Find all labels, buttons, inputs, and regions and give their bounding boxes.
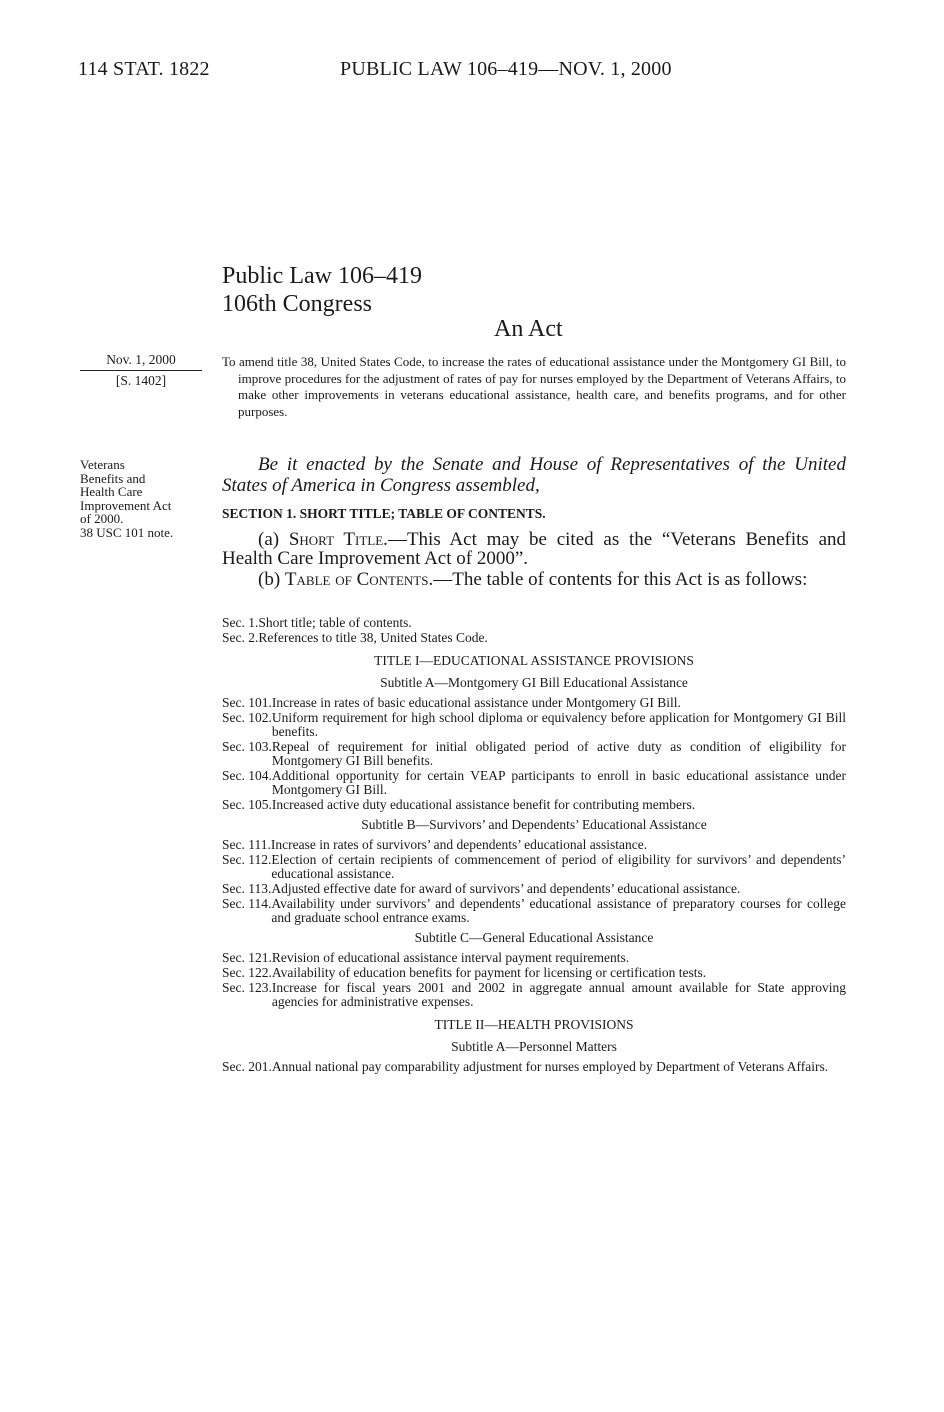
- margin-note-line: Health Care: [80, 484, 143, 499]
- toc-sec-title: Short title; table of contents.: [258, 615, 412, 630]
- toc-sec-title: Availability under survivors’ and dependents’ educational assistance of preparatory courses for college and graduate school entrance exams.: [271, 896, 846, 925]
- toc-sec-title: Increase in rates of basic educational assistance under Montgomery GI Bill.: [271, 695, 681, 710]
- toc-sec-number: Sec. 122.: [222, 965, 272, 980]
- toc-subtitle-heading: Subtitle A—Personnel Matters: [451, 1039, 617, 1054]
- subsection-b: [222, 570, 846, 589]
- toc-sec-number: Sec. 113.: [222, 881, 272, 896]
- toc-row: [222, 981, 846, 1009]
- toc-sec-number: Sec. 101.: [222, 695, 272, 710]
- margin-note-line: of 2000.: [80, 511, 124, 526]
- toc-sec-number: Sec. 2.: [222, 630, 259, 645]
- toc-sec-number: Sec. 114.: [222, 896, 272, 911]
- margin-note-line: Improvement Act: [80, 497, 172, 513]
- toc-sec-title: Increase in rates of survivors’ and dependents’ educational assistance.: [270, 837, 648, 852]
- toc-sec-number: Sec. 111.: [222, 837, 271, 852]
- law-date-reference: PUBLIC LAW 106–419—NOV. 1, 2000: [340, 58, 672, 80]
- toc-title-heading: TITLE I—EDUCATIONAL ASSISTANCE PROVISIONS: [374, 653, 694, 668]
- toc-row: [222, 882, 846, 896]
- toc-row: [222, 1060, 846, 1074]
- toc-sec-title: Revision of educational assistance interval payment requirements.: [271, 950, 630, 965]
- toc-sec-number: Sec. 112.: [222, 852, 272, 867]
- subsection-a-label: (a): [258, 529, 289, 550]
- toc-sec-number: Sec. 102.: [222, 710, 272, 725]
- section-1-heading: SECTION 1. SHORT TITLE; TABLE OF CONTENTS.: [222, 506, 546, 521]
- toc-sec-title: Increased active duty educational assistance benefit for contributing members.: [271, 797, 696, 812]
- enactment-date: Nov. 1, 2000: [106, 352, 176, 367]
- section-1-body: [222, 530, 846, 591]
- margin-divider: [80, 370, 202, 371]
- toc-sec-title: Availability of education benefits for payment for licensing or certification tests.: [271, 965, 707, 980]
- toc-subtitle-heading: Subtitle A—Montgomery GI Bill Educational Assistance: [380, 675, 688, 690]
- toc-row: [222, 897, 846, 925]
- toc-subtitle-heading: Subtitle C—General Educational Assistance: [414, 930, 654, 945]
- congress-number: 106th Congress: [222, 291, 372, 317]
- toc-row: [222, 696, 846, 710]
- public-law-title: [222, 262, 422, 318]
- margin-note: [80, 458, 215, 539]
- toc-sec-title: References to title 38, United States Code.: [258, 630, 488, 645]
- subsection-a: [222, 530, 846, 568]
- enacting-clause: [222, 454, 846, 496]
- toc-sec-number: Sec. 104.: [222, 768, 272, 783]
- table-of-contents: [222, 616, 846, 1075]
- toc-row: [222, 853, 846, 881]
- toc-sec-number: Sec. 121.: [222, 950, 272, 965]
- an-act-heading: An Act: [494, 316, 563, 342]
- toc-row: [222, 769, 846, 797]
- toc-row: [222, 966, 846, 980]
- toc-sec-title: Uniform requirement for high school diploma or equivalency before application for Montgomery GI Bill benefits.: [271, 710, 846, 739]
- toc-row: [222, 631, 846, 645]
- toc-sec-number: Sec. 123.: [222, 980, 272, 995]
- toc-subtitle-heading: Subtitle B—Survivors’ and Dependents’ Educational Assistance: [361, 817, 707, 832]
- toc-row: [222, 616, 846, 630]
- margin-date-block: [80, 352, 202, 389]
- subsection-b-label: (b): [258, 569, 285, 590]
- toc-row: [222, 798, 846, 812]
- margin-note-line: Benefits and: [80, 470, 146, 486]
- toc-sec-title: Repeal of requirement for initial obligated period of active duty as condition of eligibility for Montgomery GI Bill benefits.: [271, 739, 846, 768]
- toc-sec-title: Increase for fiscal years 2001 and 2002 in aggregate annual amount available for State approving agencies for administrative expenses.: [271, 980, 846, 1009]
- toc-row: [222, 711, 846, 739]
- subsection-a-text: —This Act may be cited as the “Veterans Benefits and Health Care Improvement Act of 2000”.: [222, 529, 847, 569]
- subsection-b-caption: Table of Contents.: [284, 569, 434, 590]
- subsection-a-caption: Short Title.: [288, 529, 388, 550]
- toc-sec-title: Annual national pay comparability adjustment for nurses employed by Department of Veterans Affairs.: [271, 1059, 829, 1074]
- toc-title-heading: TITLE II—HEALTH PROVISIONS: [434, 1017, 634, 1032]
- toc-row: [222, 951, 846, 965]
- toc-row: [222, 838, 846, 852]
- toc-sec-title: Additional opportunity for certain VEAP participants to enroll in basic educational assistance under Montgomery GI Bill.: [271, 768, 846, 797]
- toc-sec-number: Sec. 1.: [222, 615, 259, 630]
- enacting-text: Be it enacted by the Senate and House of Representatives of the United States of America in Congress assembled,: [222, 454, 846, 496]
- toc-sec-number: Sec. 201.: [222, 1059, 272, 1074]
- toc-sec-number: Sec. 105.: [222, 797, 272, 812]
- purpose-clause: [222, 354, 846, 420]
- toc-sec-title: Election of certain recipients of commencement of period of eligibility for survivors’ and dependents’ educational assistance.: [271, 852, 846, 881]
- toc-sec-title: Adjusted effective date for award of survivors’ and dependents’ educational assistance.: [271, 881, 741, 896]
- toc-row: [222, 740, 846, 768]
- margin-note-line: Veterans: [80, 457, 125, 472]
- statute-page-reference: 114 STAT. 1822: [78, 58, 210, 80]
- subsection-b-text: —The table of contents for this Act is as follows:: [433, 569, 808, 590]
- toc-sec-number: Sec. 103.: [222, 739, 272, 754]
- purpose-text: To amend title 38, United States Code, to increase the rates of educational assistance under the Montgomery GI Bill, to improve procedures for the adjustment of rates of pay for nurses employed by the Department of Veterans Affairs, to make other improvements in veterans educational assistance, health care, and benefits programs, and for other purposes.: [222, 354, 846, 419]
- public-law-number: Public Law 106–419: [222, 263, 422, 289]
- bill-number: [S. 1402]: [115, 373, 167, 388]
- margin-note-line: 38 USC 101 note.: [80, 524, 174, 540]
